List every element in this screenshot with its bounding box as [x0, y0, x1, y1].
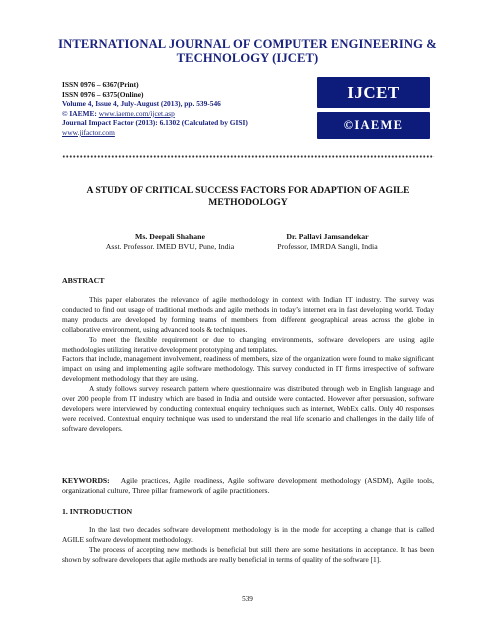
page-number: 539: [242, 595, 253, 603]
copyright-line: [62, 109, 248, 119]
keywords-label: KEYWORDS:: [62, 476, 110, 485]
paper-title: [62, 185, 434, 208]
abstract-paragraph-2: To meet the flexible requirement or due to changing environments, software developers are using agile methodologies utilizing iterative development prototyping and templates.: [62, 334, 434, 354]
issn-online: ISSN 0976 – 6375(Online): [62, 89, 144, 99]
abstract-paragraph-4: A study follows survey research pattern where questionnaire was distributed through web in English language and over 200 people from IT industry which are based in India and outside were contacted. However after persuasion, software developers were interviewed by conducting contextual enquiry techniques such as internet, WebEx calls. Only 40 responses were received. Contextual enquiry technique was used to understand the real life scenario and challenges in the daily life of software developers.: [62, 384, 434, 433]
impact-factor: Journal Impact Factor (2013): 6.1302 (Calculated by GISI): [62, 118, 248, 128]
issn-print: ISSN 0976 – 6367(Print): [62, 80, 139, 89]
journal-title-line1: INTERNATIONAL JOURNAL OF COMPUTER ENGINEERING &: [58, 37, 437, 51]
introduction-body: [62, 525, 434, 565]
author-2: [245, 232, 410, 252]
journal-url-link[interactable]: www.iaeme.com/ijcet.asp: [98, 108, 175, 118]
volume-info: Volume 4, Issue 4, July-August (2013), pp. 539-546: [62, 99, 221, 109]
introduction-heading: 1. INTRODUCTION: [62, 507, 133, 516]
abstract-heading: ABSTRACT: [62, 276, 105, 285]
jifactor-link[interactable]: www.jifactor.com: [62, 127, 115, 137]
paper-title-line2: METHODOLOGY: [208, 196, 288, 208]
journal-title-line2: TECHNOLOGY (IJCET): [176, 51, 319, 65]
iaeme-logo: ©IAEME: [317, 112, 430, 139]
abstract-paragraph-1: This paper elaborates the relevance of agile methodology in context with Indian IT industry. The survey was conducted to find out usage of traditional methods and agile methods in today’s internet era in fast developing world. Today many products are developed by forming teams of members from different geographical areas across the globe in collaborative environment, using advanced tools & techniques.: [62, 295, 434, 334]
author-2-name: Dr. Pallavi Jamsandekar: [286, 232, 369, 241]
abstract-paragraph-3: Factors that include, management involvement, readiness of members, size of the organization were found to make significant impact on using and implementing agile software methodology. This survey conducted in IT firms irrespective of software development methodology that they are using.: [62, 354, 434, 384]
keywords: [62, 476, 434, 497]
keywords-text: Agile practices, Agile readiness, Agile software development methodology (ASDM), Agile tools, organizational culture, Three pillar framework of agile practitioners.: [62, 476, 434, 496]
ijcet-logo: IJCET: [317, 77, 430, 108]
paper-title-line1: A STUDY OF CRITICAL SUCCESS FACTORS FOR ADAPTION OF AGILE: [86, 185, 410, 196]
author-1-name: Ms. Deepali Shahane: [135, 232, 205, 241]
author-2-affiliation: Professor, IMRDA Sangli, India: [277, 242, 378, 251]
intro-paragraph-1: In the last two decades software development methodology is in the mode for accepting a change that is called AGILE software development methodology.: [62, 525, 434, 544]
journal-title: [40, 37, 455, 65]
dotted-divider: [62, 155, 434, 158]
journal-meta: [62, 80, 248, 138]
author-1-affiliation: Asst. Professor. IMED BVU, Pune, India: [105, 242, 235, 251]
intro-paragraph-2: The process of accepting new methods is beneficial but still there are some hesitations in acceptance. It has been shown by software developers that agile methods are really beneficial in terms of quality of the software [1].: [62, 544, 434, 564]
author-1: [90, 232, 250, 252]
abstract-body: [62, 295, 434, 434]
copyright-label: © IAEME:: [62, 108, 99, 118]
